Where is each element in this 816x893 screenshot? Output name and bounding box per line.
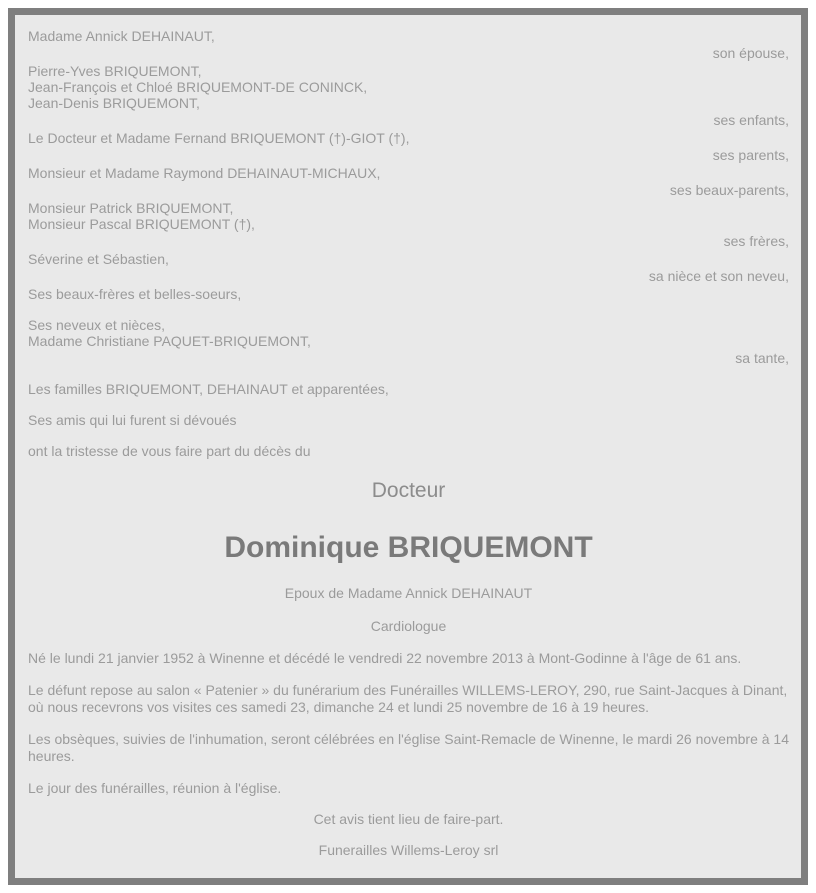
deceased-name: Dominique BRIQUEMONT bbox=[224, 531, 593, 564]
family-line: Monsieur et Madame Raymond DEHAINAUT-MICHAUX, bbox=[28, 165, 381, 181]
family-line: Pierre-Yves BRIQUEMONT, bbox=[28, 63, 202, 79]
family-line: Madame Christiane PAQUET-BRIQUEMONT, bbox=[28, 333, 311, 349]
obituary-card bbox=[8, 8, 808, 885]
profession-line: Cardiologue bbox=[370, 618, 447, 634]
family-line: Jean-Denis BRIQUEMONT, bbox=[28, 95, 200, 111]
family-line: Les familles BRIQUEMONT, DEHAINAUT et apparentées, bbox=[28, 381, 389, 397]
relation-label: ses enfants, bbox=[713, 112, 789, 128]
family-line: Jean-François et Chloé BRIQUEMONT-DE CONINCK, bbox=[28, 79, 368, 95]
closing-line: Cet avis tient lieu de faire-part. bbox=[313, 811, 504, 827]
visitation-paragraph: Le défunt repose au salon « Patenier » du funérarium des Funérailles WILLEMS-LEROY, 290, rue Saint-Jacques à Dinant, où nous recevrons vos visites ces samedi 23, dimanche 24 et lundi 25 novembre de 16 à 19 heures. bbox=[28, 682, 788, 715]
family-line: Monsieur Patrick BRIQUEMONT, bbox=[28, 200, 234, 216]
funeral-home-line: Funerailles Willems-Leroy srl bbox=[318, 842, 499, 858]
family-lines bbox=[28, 28, 789, 459]
funeral-service-paragraph: Les obsèques, suivies de l'inhumation, seront célébrées en l'église Saint-Remacle de Winenne, le mardi 26 novembre à 14 heures. bbox=[28, 731, 789, 764]
family-line: Monsieur Pascal BRIQUEMONT (†), bbox=[28, 216, 255, 232]
relation-label: ses frères, bbox=[723, 233, 789, 249]
relation-label: ses parents, bbox=[712, 147, 789, 163]
family-line: ont la tristesse de vous faire part du décès du bbox=[28, 443, 311, 459]
birth-death-paragraph: Né le lundi 21 janvier 1952 à Winenne et décédé le vendredi 22 novembre 2013 à Mont-Godinne à l'âge de 61 ans. bbox=[28, 650, 742, 666]
honorific-title: Docteur bbox=[371, 479, 446, 502]
family-line: Séverine et Sébastien, bbox=[28, 251, 169, 267]
relation-label: sa nièce et son neveu, bbox=[648, 268, 789, 284]
family-line: Ses amis qui lui furent si dévoués bbox=[28, 412, 237, 428]
spouse-line: Epoux de Madame Annick DEHAINAUT bbox=[284, 585, 533, 601]
family-line: Ses neveux et nièces, bbox=[28, 317, 165, 333]
family-line: Madame Annick DEHAINAUT, bbox=[28, 28, 215, 44]
relation-label: ses beaux-parents, bbox=[669, 182, 789, 198]
family-line: Le Docteur et Madame Fernand BRIQUEMONT (†)-GIOT (†), bbox=[28, 130, 410, 146]
reunion-paragraph: Le jour des funérailles, réunion à l'église. bbox=[28, 780, 282, 796]
relation-label: sa tante, bbox=[735, 350, 789, 366]
relation-label: son épouse, bbox=[712, 45, 789, 61]
family-line: Ses beaux-frères et belles-soeurs, bbox=[28, 286, 242, 302]
